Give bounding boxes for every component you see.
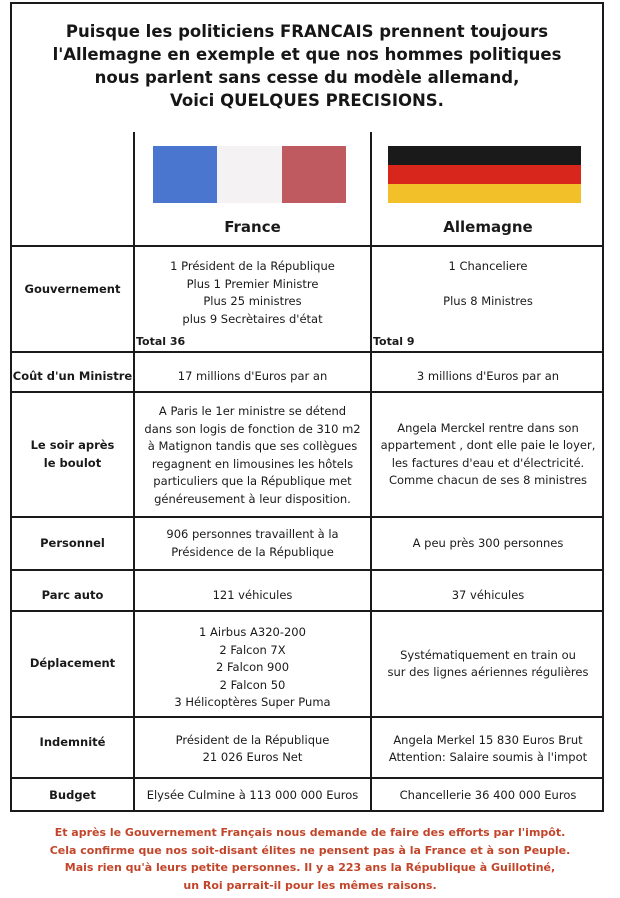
row-label-budget: Budget xyxy=(49,788,96,803)
france-budget-cell xyxy=(135,782,370,810)
france-total: Total 36 xyxy=(136,335,186,348)
row-label-deplacement: Déplacement xyxy=(29,656,116,671)
france-flag-icon xyxy=(153,146,346,203)
france-deplacement-cell xyxy=(135,624,370,714)
cell-line: 1 Chanceliere xyxy=(448,259,528,273)
germany-flag-icon xyxy=(388,146,581,203)
germany-soir-cell xyxy=(372,393,604,516)
germany-total: Total 9 xyxy=(373,335,415,348)
footer-line: un Roi parrait-il pour les mêmes raisons. xyxy=(183,878,437,892)
title-line: Puisque les politiciens FRANCAIS prennent toujours xyxy=(65,22,549,41)
cell-line: Angela Merckel rentre dans son xyxy=(397,420,579,435)
footer-line: Et après le Gouvernement Français nous demande de faire des efforts par l'impôt. xyxy=(54,826,566,839)
column-header-france: France xyxy=(224,218,281,236)
cell-line: Président de la République xyxy=(175,732,330,747)
row-label-personnel: Personnel xyxy=(40,535,105,550)
cell-line: 2 Falcon 900 xyxy=(215,660,290,674)
cell-line: 906 personnes travaillent à la xyxy=(166,527,339,541)
page-title xyxy=(14,20,600,112)
cell-line: 17 millions d'Euros par an xyxy=(177,368,328,383)
germany-flag-gold xyxy=(388,184,581,203)
france-parc-cell xyxy=(135,582,370,610)
cell-line: Présidence de la République xyxy=(171,544,334,559)
france-flag-red xyxy=(282,146,346,203)
row-divider xyxy=(10,777,604,779)
column-header-germany: Allemagne xyxy=(443,218,533,236)
cell-line: Elysée Culmine à 113 000 000 Euros xyxy=(146,788,359,803)
cell-line: 2 Falcon 7X xyxy=(219,642,286,657)
france-personnel-cell xyxy=(135,518,370,569)
title-line: l'Allemagne en exemple et que nos hommes politiques xyxy=(52,45,562,64)
germany-flag-black xyxy=(388,146,581,165)
cell-line: 1 Président de la République xyxy=(170,259,335,273)
germany-flag-red xyxy=(388,165,581,184)
cell-line: 3 millions d'Euros par an xyxy=(416,368,560,383)
cell-line: généreusement à leur disposition. xyxy=(154,491,351,506)
cell-line: 2 Falcon 50 xyxy=(219,677,286,692)
cell-line: 37 véhicules xyxy=(451,588,525,603)
footer-line: Mais rien qu'à leurs petite personnes. Il y a 223 ans la République à Guillotiné, xyxy=(64,861,556,874)
france-gouvernement-cell xyxy=(135,258,370,336)
cell-line: Comme chacun de ses 8 ministres xyxy=(388,473,588,487)
title-line: Voici QUELQUES PRECISIONS. xyxy=(170,91,444,110)
row-divider xyxy=(10,569,604,571)
cell-line: Chancellerie 36 400 000 Euros xyxy=(399,788,577,803)
cell-line: Angela Merkel 15 830 Euros Brut xyxy=(393,732,583,747)
cell-line: sur des lignes aériennes régulières xyxy=(387,665,589,679)
cell-line: Systématiquement en train ou xyxy=(400,647,576,662)
cell-line: Attention: Salaire soumis à l'impot xyxy=(388,750,588,764)
footer-note xyxy=(10,824,610,894)
cell-line: 21 026 Euros Net xyxy=(202,750,303,764)
row-divider xyxy=(10,351,604,353)
france-cout-cell xyxy=(135,362,370,391)
cell-line: particuliers que la République met xyxy=(153,474,352,488)
cell-line: Plus 8 Ministres xyxy=(443,294,533,308)
cell-line: 121 véhicules xyxy=(212,588,293,603)
germany-parc-cell xyxy=(372,582,604,610)
row-label-parc-auto: Parc auto xyxy=(41,588,104,603)
title-line: nous parlent sans cesse du modèle allemand, xyxy=(94,68,520,87)
germany-personnel-cell xyxy=(372,518,604,569)
france-indemnite-cell xyxy=(135,728,370,770)
germany-gouvernement-cell xyxy=(372,258,604,336)
row-label-gouvernement: Gouvernement xyxy=(24,281,121,296)
cell-line: dans son logis de fonction de 310 m2 xyxy=(144,421,361,436)
cell-line: A Paris le 1er ministre se détend xyxy=(158,404,347,418)
cell-line: Plus 1 Premier Ministre xyxy=(186,276,319,291)
cell-line: à Matignon tandis que ses collègues xyxy=(147,439,358,453)
cell-line: plus 9 Secrètaires d'état xyxy=(182,311,323,326)
row-label-soir-apres-boulot: Le soir après le boulot xyxy=(30,438,115,470)
cell-line xyxy=(443,276,533,294)
germany-indemnite-cell xyxy=(372,728,604,770)
row-label-cout-ministre: Coût d'un Ministre xyxy=(12,368,133,383)
cell-line: A peu près 300 personnes xyxy=(412,535,564,550)
cell-line: regagnent en limousines les hôtels xyxy=(151,456,354,471)
france-flag-white xyxy=(217,146,281,203)
germany-deplacement-cell xyxy=(372,612,604,716)
france-flag-blue xyxy=(153,146,217,203)
cell-line: 1 Airbus A320-200 xyxy=(199,625,306,639)
cell-line: les factures d'eau et d'électricité. xyxy=(391,455,585,470)
germany-cout-cell xyxy=(372,362,604,391)
footer-line: Cela confirme que nos soit-disant élites ne pensent pas à la France et à son Peuple. xyxy=(49,843,571,857)
cell-line: 3 Hélicoptères Super Puma xyxy=(174,695,331,709)
germany-budget-cell xyxy=(372,782,604,810)
france-soir-cell xyxy=(135,403,370,513)
row-label-indemnite: Indemnité xyxy=(39,735,106,750)
cell-line: appartement , dont elle paie le loyer, xyxy=(380,438,596,452)
cell-line: Plus 25 ministres xyxy=(203,294,302,308)
